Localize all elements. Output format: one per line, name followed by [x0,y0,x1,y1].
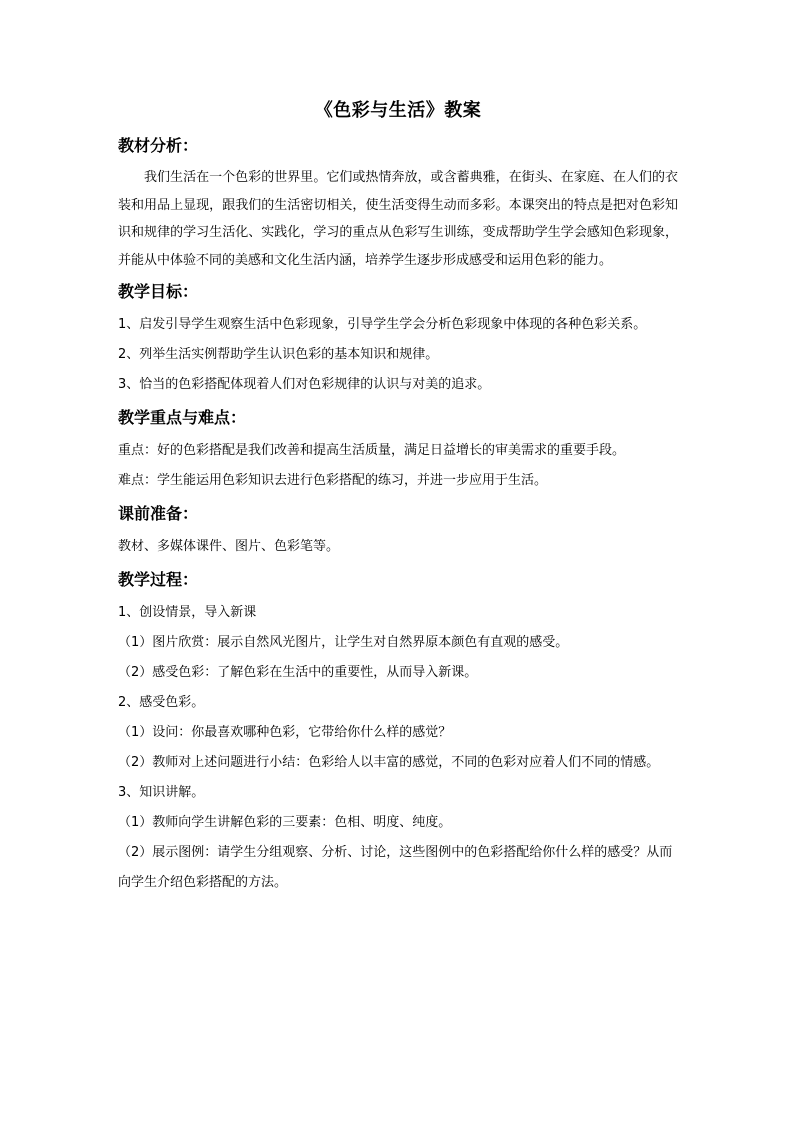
section-heading-process: 教学过程： [118,570,199,589]
process-item: 1、创设情景，导入新课 [118,605,257,620]
process-item: （2）教师对上述问题进行小结：色彩给人以丰富的感觉，不同的色彩对应着人们不同的情感。 [118,755,660,770]
document-page [118,98,678,904]
section-heading-analysis: 教材分析： [118,136,199,155]
analysis-paragraph: 我们生活在一个色彩的世界里。它们或热情奔放，或含蓄典雅，在街头、在家庭、在人们的衣装和用品上显现，跟我们的生活密切相关，使生活变得生动而多彩。本课突出的特点是把对色彩知识和规律的学习生活化、实践化，学习的重点从色彩写生训练，变成帮助学生学会感知色彩现象，并能从中体验不同的美感和文化生活内涵，培养学生逐步形成感受和运用色彩的能力。 [118,170,678,268]
section-preparation [118,502,678,562]
section-heading-key-points: 教学重点与难点： [118,408,247,427]
section-analysis [118,134,678,274]
goal-item: 2、列举生活实例帮助学生认识色彩的基本知识和规律。 [118,347,439,362]
process-item: 2、感受色彩。 [118,695,205,710]
process-item: （2）感受色彩：了解色彩在生活中的重要性，从而导入新课。 [118,665,478,680]
process-item: 3、知识讲解。 [118,785,205,800]
section-process [118,568,678,898]
section-key-points [118,406,678,496]
process-item: （1）教师向学生讲解色彩的三要素：色相、明度、纯度。 [118,815,452,830]
preparation-text: 教材、多媒体课件、图片、色彩笔等。 [118,539,340,554]
document-title: 《色彩与生活》教案 [314,100,482,121]
process-item: （2）展示图例：请学生分组观察、分析、讨论，这些图例中的色彩搭配给你什么样的感受？从而向学生介绍色彩搭配的方法。 [118,845,673,890]
key-point-item: 难点：学生能运用色彩知识去进行色彩搭配的练习，并进一步应用于生活。 [118,473,548,488]
goal-item: 3、恰当的色彩搭配体现着人们对色彩规律的认识与对美的追求。 [118,377,491,392]
goal-item: 1、启发引导学生观察生活中色彩现象，引导学生学会分析色彩现象中体现的各种色彩关系。 [118,317,647,332]
process-item: （1）图片欣赏：展示自然风光图片，让学生对自然界原本颜色有直观的感受。 [118,635,569,650]
section-heading-preparation: 课前准备： [118,504,199,523]
process-item: （1）设问：你最喜欢哪种色彩，它带给你什么样的感觉？ [118,725,452,740]
section-heading-goals: 教学目标： [118,282,199,301]
key-point-item: 重点：好的色彩搭配是我们改善和提高生活质量，满足日益增长的审美需求的重要手段。 [118,443,626,458]
section-goals [118,280,678,400]
